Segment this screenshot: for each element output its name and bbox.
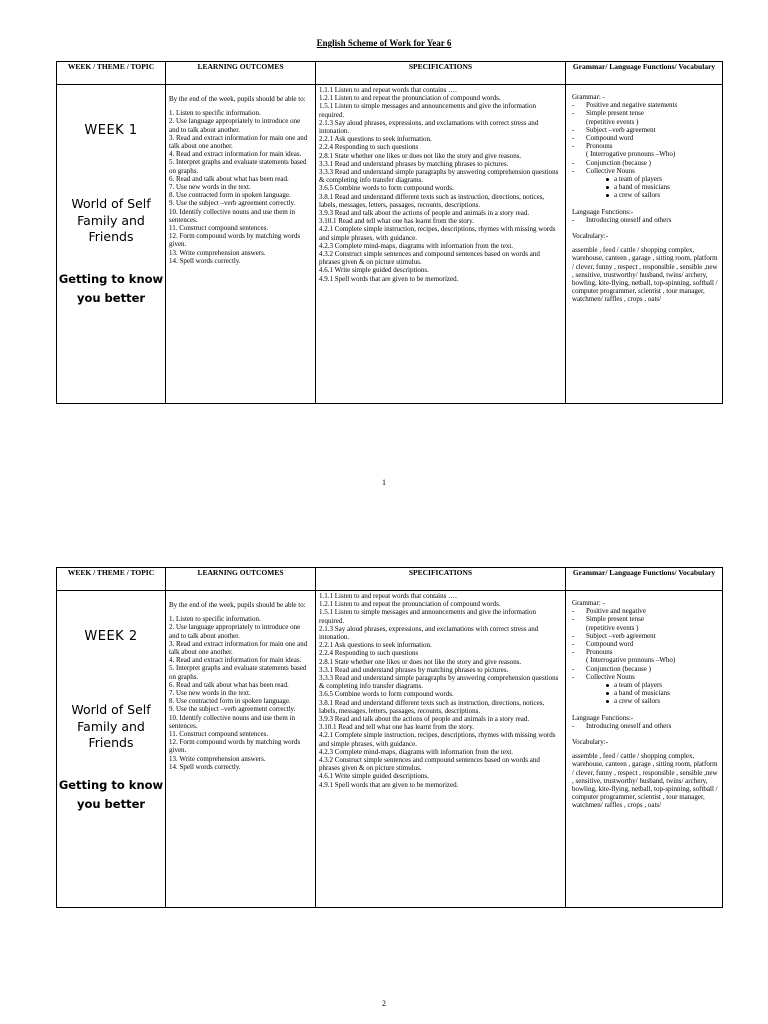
outcome-item: 14. Spell words correctly. <box>169 762 241 771</box>
page-number: 1 <box>382 478 386 487</box>
header-specifications: SPECIFICATIONS <box>316 568 566 591</box>
outcome-item: 2. Use language appropriately to introduce one and to talk about another. <box>169 117 301 134</box>
week-label: WEEK 2 <box>84 629 138 644</box>
table-header-row <box>57 568 723 591</box>
header-grammar: Grammar/ Language Functions/ Vocabulary <box>566 62 723 85</box>
vocabulary-text: assemble , feed / cattle / shopping complex, warehouse, canteen , garage , sitting room, platform / clever, funny , respect , responsible , sensible ,new , sensitive, trustworthy/ husband, twins/ archery, bowling, kite-flying, netball, top-spinning, softball / computer programmer, scientist , tour manager, watchmen/ raffles , crops , oats/ <box>572 246 718 304</box>
theme-label: World of Self Family and Friends <box>71 196 151 244</box>
table-body-row <box>57 591 723 908</box>
learning-outcomes-cell <box>166 85 316 404</box>
topic-label: Getting to know you better <box>58 271 164 305</box>
header-outcomes: LEARNING OUTCOMES <box>166 62 316 85</box>
specification-item: 3.3.1 Read and understand phrases by matching phrases to pictures. <box>319 159 509 168</box>
grammar-item: - Positive and negative <box>572 607 719 615</box>
week-label: WEEK 1 <box>84 123 138 138</box>
specification-item: 4.3.2 Construct simple sentences and compound sentences based on words and phrases given & on picture stimulus. <box>319 756 540 773</box>
specification-item: 3.6.5 Combine words to form compound words. <box>319 184 454 193</box>
specification-item: 4.6.1 Write simple guided descriptions. <box>319 266 429 275</box>
outcome-item: 9. Use the subject –verb agreement correctly. <box>169 705 296 714</box>
specification-item: 2.8.1 State whether one likes or does not like the story and give reasons. <box>319 151 522 160</box>
specification-item: 3.10.1 Read and tell what one has learnt from the story. <box>319 723 474 732</box>
specification-item: 4.3.2 Construct simple sentences and compound sentences based on words and phrases given & on picture stimulus. <box>319 250 540 267</box>
collective-noun-item: a crew of sailors <box>606 191 719 199</box>
grammar-item: - Pronouns <box>572 142 719 150</box>
grammar-item: - Compound word <box>572 134 719 142</box>
collective-noun-item: a team of players <box>606 681 719 689</box>
collective-nouns-list <box>572 681 719 706</box>
header-week: WEEK / THEME / TOPIC <box>57 568 166 591</box>
specification-item: 3.3.1 Read and understand phrases by matching phrases to pictures. <box>319 665 509 674</box>
grammar-item: - Simple present tense <box>572 109 719 117</box>
outcome-item: 14. Spell words correctly. <box>169 256 241 265</box>
outcome-item: 9. Use the subject –verb agreement correctly. <box>169 199 296 208</box>
collective-noun-item: a team of players <box>606 175 719 183</box>
specification-item: 4.2.3 Complete mind-maps, diagrams with information from the text. <box>319 241 514 250</box>
specification-item: 2.2.4 Responding to such questions <box>319 649 419 658</box>
document-title: English Scheme of Work for Year 6 <box>316 38 452 48</box>
grammar-item: ( Interrogative pronouns –Who) <box>586 150 676 159</box>
specification-item: 4.9.1 Spell words that are given to be memorized. <box>319 274 459 283</box>
specification-item: 3.6.5 Combine words to form compound words. <box>319 690 454 699</box>
outcome-item: 10. Identify collective nouns and use them in sentences. <box>169 713 295 730</box>
outcome-item: 1. Listen to specific information. <box>169 615 261 624</box>
table-body-row <box>57 85 723 404</box>
collective-noun-item: a band of musicians <box>606 183 719 191</box>
table-header-row <box>57 62 723 85</box>
outcome-item: 12. Form compound words by matching words given. <box>169 232 301 249</box>
vocabulary-label: Vocabulary:- <box>572 738 609 747</box>
vocabulary-label: Vocabulary:- <box>572 232 609 241</box>
outcome-item: 1. Listen to specific information. <box>169 109 261 118</box>
language-functions-label: Language Functions:- <box>572 713 634 722</box>
specification-item: 4.9.1 Spell words that are given to be memorized. <box>319 780 459 789</box>
specification-item: 4.2.3 Complete mind-maps, diagrams with information from the text. <box>319 747 514 756</box>
language-functions-list <box>572 216 719 224</box>
scheme-table-week-1 <box>56 61 723 404</box>
specifications-list <box>319 592 562 789</box>
outcome-item: 6. Read and talk about what has been read. <box>169 174 289 183</box>
header-specifications: SPECIFICATIONS <box>316 62 566 85</box>
collective-noun-item: a band of musicians <box>606 689 719 697</box>
outcomes-intro: By the end of the week, pupils should be able to: <box>169 95 306 103</box>
theme-label: World of Self Family and Friends <box>71 702 151 750</box>
specification-item: 3.9.3 Read and talk about the actions of people and animals in a story read. <box>319 715 530 724</box>
grammar-cell <box>566 85 723 404</box>
outcome-item: 2. Use language appropriately to introduce one and to talk about another. <box>169 623 301 640</box>
outcomes-list <box>169 109 312 265</box>
grammar-item: - Collective Nouns <box>572 167 719 175</box>
language-function-item: - Introducing oneself and others <box>572 216 719 224</box>
outcomes-intro: By the end of the week, pupils should be able to: <box>169 601 306 609</box>
specification-item: 2.1.3 Say aloud phrases, expressions, and exclamations with correct stress and intonation. <box>319 624 539 642</box>
learning-outcomes-cell <box>166 591 316 908</box>
specification-item: 3.10.1 Read and tell what one has learnt from the story. <box>319 217 474 226</box>
outcome-item: 5. Interpret graphs and evaluate statements based on graphs. <box>169 158 307 175</box>
specification-item: 4.2.1 Complete simple instruction, recipes, descriptions, rhymes with missing words and simple phrases, with guidance. <box>319 731 556 748</box>
grammar-item: - Compound word <box>572 640 719 648</box>
outcome-item: 3. Read and extract information for main one and talk about one another. <box>169 639 308 657</box>
grammar-cell <box>566 591 723 908</box>
specification-item: 2.8.1 State whether one likes or does not like the story and give reasons. <box>319 657 522 666</box>
grammar-item: - Conjunction (because ) <box>572 665 719 673</box>
specifications-cell <box>316 591 566 908</box>
specification-item: 2.2.1 Ask questions to seek information. <box>319 641 432 650</box>
outcome-item: 13. Write comprehension answers. <box>169 248 266 257</box>
grammar-item: (repetitive events ) <box>586 117 639 126</box>
specification-item: 3.8.1 Read and understand different texts such as instruction, directions, notices, labels, messages, letters, passages, recounts, descriptions. <box>319 698 545 715</box>
specification-item: 3.9.3 Read and talk about the actions of people and animals in a story read. <box>319 209 530 218</box>
specification-item: 2.2.1 Ask questions to seek information. <box>319 135 432 144</box>
collective-nouns-list <box>572 175 719 200</box>
language-functions-list <box>572 722 719 730</box>
vocabulary-text: assemble , feed / cattle / shopping complex, warehouse, canteen , garage , sitting room, platform / clever, funny , respect , responsible , sensible ,new , sensitive, trustworthy/ husband, twins/ archery, bowling, kite-flying, netball, top-spinning, softball / computer programmer, scientist , tour manager, watchmen/ raffles , crops , oats/ <box>572 752 718 810</box>
grammar-item: - Conjunction (because ) <box>572 159 719 167</box>
specification-item: 3.8.1 Read and understand different texts such as instruction, directions, notices, labels, messages, letters, passages, recounts, descriptions. <box>319 192 545 209</box>
week-cell <box>57 85 166 404</box>
outcome-item: 5. Interpret graphs and evaluate statements based on graphs. <box>169 664 307 681</box>
week-cell <box>57 591 166 908</box>
specification-item: 1.2.1 Listen to and repeat the pronunciation of compound words. <box>319 94 501 103</box>
header-grammar: Grammar/ Language Functions/ Vocabulary <box>566 568 723 591</box>
outcome-item: 11. Construct compound sentences. <box>169 730 269 739</box>
outcome-item: 13. Write comprehension answers. <box>169 754 266 763</box>
specification-item: 1.5.1 Listen to simple messages and announcements and give the information required. <box>319 102 536 119</box>
grammar-list <box>572 101 719 175</box>
grammar-item: - Simple present tense <box>572 615 719 623</box>
outcome-item: 8. Use contracted form in spoken language. <box>169 191 291 200</box>
grammar-item: - Subject –verb agreement <box>572 632 719 640</box>
specifications-cell <box>316 85 566 404</box>
page-number: 2 <box>382 999 386 1008</box>
collective-noun-item: a crew of sailors <box>606 697 719 705</box>
language-functions-label: Language Functions:- <box>572 207 634 216</box>
outcome-item: 4. Read and extract information for main ideas. <box>169 150 302 159</box>
specification-item: 2.2.4 Responding to such questions <box>319 143 419 152</box>
outcome-item: 10. Identify collective nouns and use them in sentences. <box>169 207 295 224</box>
outcome-item: 12. Form compound words by matching words given. <box>169 738 301 755</box>
scheme-table-week-2 <box>56 567 723 908</box>
specification-item: 1.1.1 Listen to and repeat words that contains …. <box>319 592 457 600</box>
grammar-item: - Subject –verb agreement <box>572 126 719 134</box>
topic-label: Getting to know you better <box>58 777 164 811</box>
specification-item: 1.1.1 Listen to and repeat words that contains …. <box>319 86 457 94</box>
specification-item: 4.2.1 Complete simple instruction, recipes, descriptions, rhymes with missing words and simple phrases, with guidance. <box>319 225 556 242</box>
outcome-item: 7. Use new words in the text. <box>169 689 251 698</box>
outcome-item: 4. Read and extract information for main ideas. <box>169 656 302 665</box>
outcome-item: 7. Use new words in the text. <box>169 183 251 192</box>
specification-item: 1.2.1 Listen to and repeat the pronunciation of compound words. <box>319 600 501 609</box>
grammar-item: - Pronouns <box>572 648 719 656</box>
outcomes-list <box>169 615 312 771</box>
outcome-item: 6. Read and talk about what has been read. <box>169 680 289 689</box>
grammar-item: - Positive and negative statements <box>572 101 719 109</box>
outcome-item: 8. Use contracted form in spoken language. <box>169 697 291 706</box>
grammar-list <box>572 607 719 681</box>
grammar-item: (repetitive events ) <box>586 623 639 632</box>
specification-item: 4.6.1 Write simple guided descriptions. <box>319 772 429 781</box>
outcome-item: 3. Read and extract information for main one and talk about one another. <box>169 133 308 151</box>
language-function-item: - Introducing oneself and others <box>572 722 719 730</box>
specification-item: 3.3.3 Read and understand simple paragraphs by answering comprehension questions & completing info transfer diagrams. <box>319 168 559 185</box>
header-outcomes: LEARNING OUTCOMES <box>166 568 316 591</box>
specification-item: 2.1.3 Say aloud phrases, expressions, and exclamations with correct stress and intonation. <box>319 118 539 136</box>
grammar-item: ( Interrogative pronouns –Who) <box>586 656 676 665</box>
header-week: WEEK / THEME / TOPIC <box>57 62 166 85</box>
grammar-label: Grammar: - <box>572 599 605 607</box>
specifications-list <box>319 86 562 283</box>
grammar-label: Grammar: - <box>572 93 605 101</box>
outcome-item: 11. Construct compound sentences. <box>169 224 269 233</box>
specification-item: 1.5.1 Listen to simple messages and announcements and give the information required. <box>319 608 536 625</box>
grammar-item: - Collective Nouns <box>572 673 719 681</box>
specification-item: 3.3.3 Read and understand simple paragraphs by answering comprehension questions & completing info transfer diagrams. <box>319 674 559 691</box>
